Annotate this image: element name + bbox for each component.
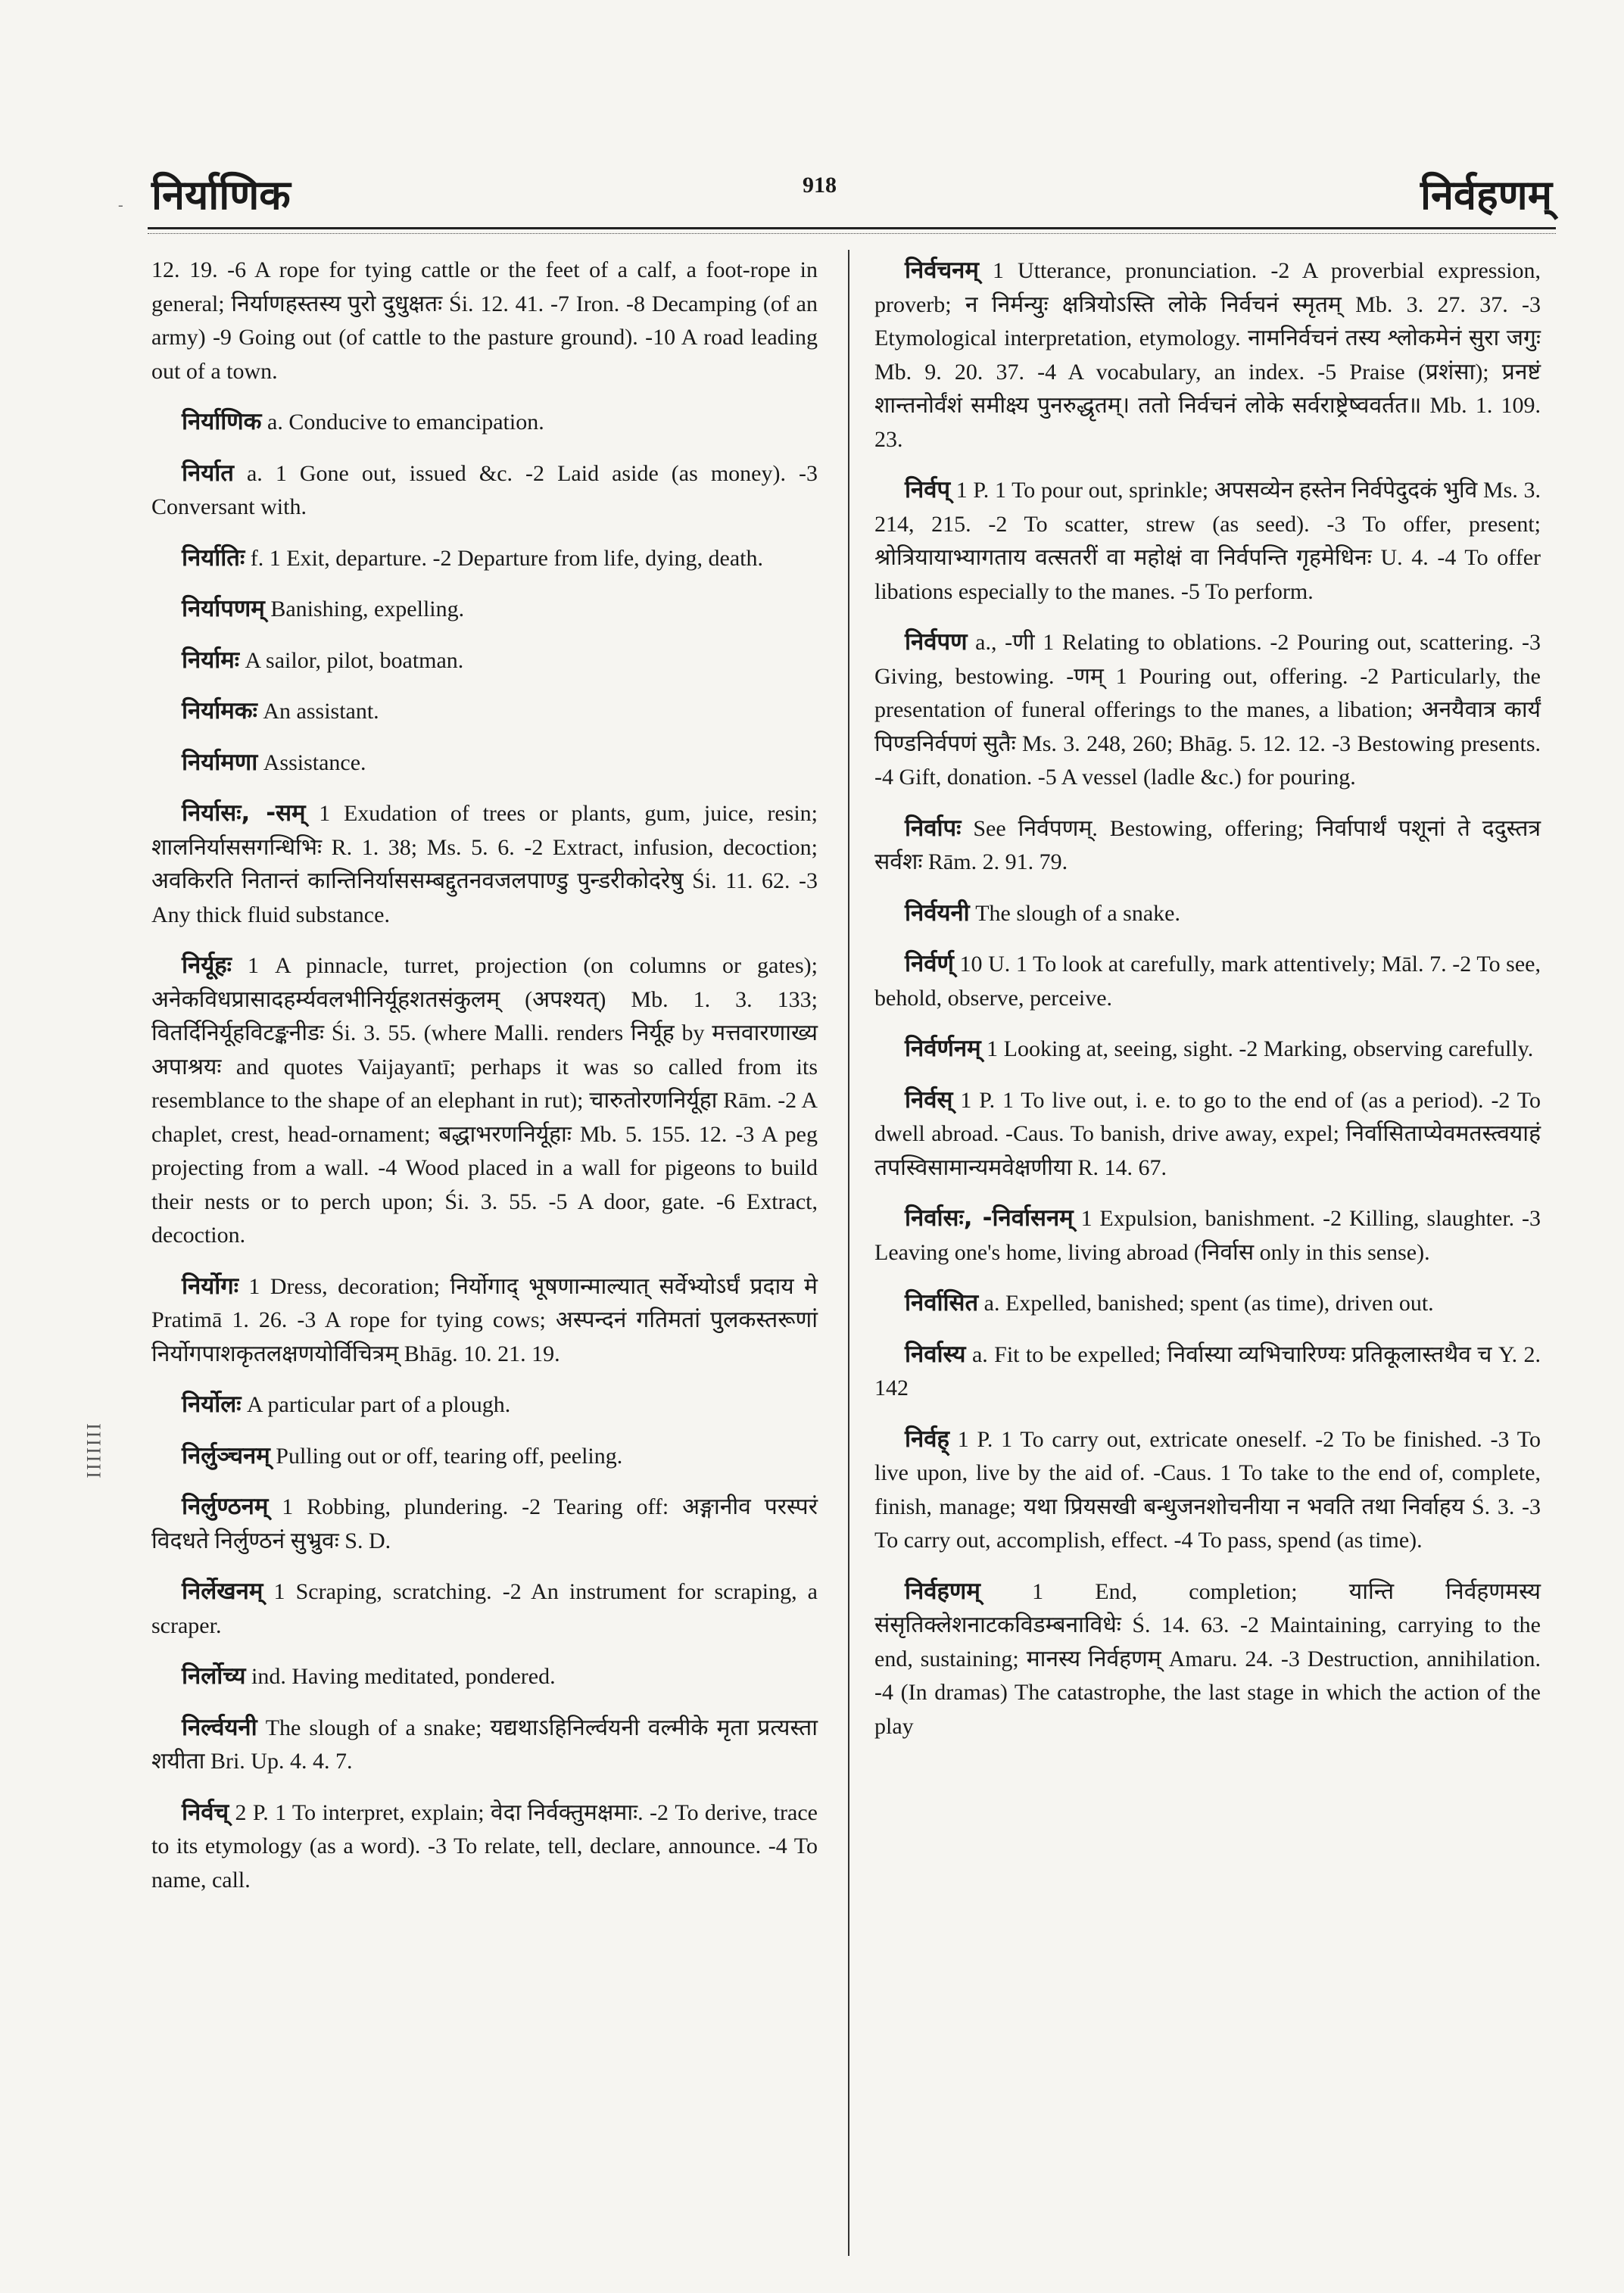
entry-definition: a. Fit to be expelled; निर्वास्या व्यभिचारिण्यः प्रतिकूलास्तथैव च Y. 2. 142	[874, 1341, 1541, 1400]
entry-headword: निर्यातिः	[182, 544, 245, 572]
dictionary-entry	[874, 254, 1541, 456]
entry-headword: निर्यामकः	[182, 697, 257, 724]
entry-definition: 10 U. 1 To look at carefully, mark attentively; Māl. 7. -2 To see, behold, observe, perceive.	[874, 952, 1541, 1011]
dictionary-entry	[151, 254, 818, 388]
dictionary-entry	[151, 405, 818, 440]
entry-definition: 1 Expulsion, banishment. -2 Killing, slaughter. -3 Leaving one's home, living abroad (निर्वास only in this sense).	[874, 1206, 1541, 1265]
entry-definition: 1 P. 1 To carry out, extricate oneself. -2 To be finished. -3 To live upon, live by the aid of. -Caus. 1 To take to the end of, complete, finish, manage; यथा प्रियसखी बन्धुजनशोचनीया न भवति तथा निर्वाहय Ś. 3. -3 To carry out, accomplish, effect. -4 To pass, spend (as time).	[874, 1426, 1541, 1553]
entry-headword: निर्वचनम्	[905, 257, 979, 284]
entry-headword: निर्यासः, -सम्	[182, 799, 306, 827]
entry-definition: 1 A pinnacle, turret, projection (on columns or gates); अनेकविधप्रासादहर्म्यवलभीनिर्यूहशतसंकुलम् (अपश्यत्) Mb. 1. 3. 133; वितर्दिनिर्यूहविटङ्कनीडः Śi. 3. 55. (where Malli. renders निर्यूह by मत्तवारणाख्य अपाश्रयः and quotes Vaijayantī; perhaps it was so called from its resemblance to the shape of an elephant in rut); चारुतोरणनिर्यूहा Rām. -2 A chaplet, crest, head-ornament; बद्धाभरणनिर्यूहाः Mb. 5. 155. 12. -3 A peg projecting from a wall. -4 Wood placed in a wall for pigeons to build their nests or to perch upon; Śi. 3. 55. -5 A door, gate. -6 Extract, decoction.	[151, 953, 818, 1248]
entry-headword: निर्योलः	[182, 1391, 242, 1418]
dictionary-entry	[151, 1796, 818, 1898]
dictionary-entry	[151, 694, 818, 729]
entry-headword: निर्वासित	[905, 1289, 979, 1316]
dictionary-entry	[874, 1286, 1541, 1321]
entry-headword: निर्यूहः	[182, 952, 232, 979]
entry-headword: निर्वापः	[905, 814, 962, 842]
dictionary-entry	[151, 1439, 818, 1474]
entry-definition: a., -णी 1 Relating to oblations. -2 Pouring out, scattering. -3 Giving, bestowing. -णम् 1 Pouring out, offering. -2 Particularly, the presentation of funeral offerings to the manes, a libation; अनयैवात्र कार्यं पिण्डनिर्वपणं सुतैः Ms. 3. 248, 260; Bhāg. 5. 12. 12. -3 Bestowing presents. -4 Gift, donation. -5 A vessel (ladle &c.) for pouring.	[874, 630, 1541, 790]
entry-definition: 1 Exudation of trees or plants, gum, juice, resin; शालनिर्याससगन्धिभिः R. 1. 38; Ms. 5. 6. -2 Extract, infusion, decoction; अवकिरति नितान्तं कान्तिनिर्याससम्बद्दुतनवजलपाण्डु पुन्डरीकोदरेषु Śi. 11. 62. -3 Any thick fluid substance.	[151, 801, 818, 927]
column-divider	[848, 250, 849, 2256]
entry-definition: 1 P. 1 To live out, i. e. to go to the end of (as a period). -2 To dwell abroad. -Caus. To banish, drive away, expel; निर्वासिताप्येवमतस्त्वयाहं तपस्विसामान्यमवेक्षणीया R. 14. 67.	[874, 1087, 1541, 1180]
entry-headword: निर्वह्	[905, 1425, 949, 1453]
entry-headword: निर्यामणा	[182, 748, 258, 776]
entry-headword: निर्वच्	[182, 1798, 229, 1826]
entry-headword: निर्ल्वयनी	[182, 1713, 257, 1741]
dictionary-entry	[874, 1338, 1541, 1406]
entry-definition: An assistant.	[263, 699, 379, 724]
entry-headword: निर्वस्	[905, 1086, 953, 1114]
dictionary-entry	[151, 643, 818, 678]
entry-definition: See निर्वपणम्. Bestowing, offering; निर्वापार्थं पशूनां ते ददुस्तत्र सर्वशः Rām. 2. 91. 79.	[874, 815, 1541, 874]
dictionary-entry	[151, 1575, 818, 1643]
page-number: 918	[803, 173, 837, 198]
entry-headword: निर्वर्ण्	[905, 950, 954, 977]
entry-headword: निर्वप्	[905, 476, 951, 503]
left-column	[151, 254, 818, 1914]
entry-headword: निर्यात	[182, 459, 234, 487]
entry-headword: निर्लुञ्चनम्	[182, 1441, 270, 1469]
page-header	[151, 165, 1552, 233]
dictionary-entry	[874, 896, 1541, 931]
dictionary-entry	[874, 812, 1541, 880]
dictionary-entry	[874, 1422, 1541, 1558]
entry-headword: निर्वर्णनम्	[905, 1035, 981, 1062]
dictionary-entry	[874, 947, 1541, 1015]
entry-definition: The slough of a snake.	[975, 900, 1180, 926]
entry-definition: Banishing, expelling.	[270, 597, 465, 622]
entry-definition: Pulling out or off, tearing off, peeling.	[276, 1443, 623, 1469]
entry-definition: 1 Robbing, plundering. -2 Tearing off: अङ्गानीव परस्परं विदधते निर्लुण्ठनं सुभ्रुवः S. D.	[151, 1494, 818, 1553]
entry-headword: निर्लेखनम्	[182, 1578, 263, 1605]
entry-headword: निर्याणिक	[182, 408, 262, 435]
entry-definition: ind. Having meditated, pondered.	[251, 1664, 556, 1689]
dictionary-entry	[151, 949, 818, 1253]
entry-headword: निर्योगः	[182, 1272, 238, 1300]
dictionary-entry	[874, 473, 1541, 609]
entry-definition: Assistance.	[263, 749, 366, 775]
entry-definition: 1 Scraping, scratching. -2 An instrument for scraping, a scraper.	[151, 1579, 818, 1638]
entry-headword: निर्लोच्य	[182, 1662, 246, 1690]
dictionary-entry	[874, 1575, 1541, 1744]
entry-definition: A sailor, pilot, boatman.	[245, 647, 464, 673]
dictionary-entry	[151, 541, 818, 576]
dictionary-entry	[151, 1659, 818, 1694]
right-running-headword: निर्वहणम्	[1420, 171, 1552, 219]
right-column	[874, 254, 1541, 1760]
entry-definition: a. Expelled, banished; spent (as time), driven out.	[983, 1291, 1434, 1316]
entry-definition: 1 Utterance, pronunciation. -2 A proverbial expression, proverb; न निर्मन्युः क्षत्रियोऽस्ति लोके निर्वचनं स्मृतम् Mb. 3. 27. 37. -3 Etymological interpretation, etymology. नामनिर्वचनं तस्य श्लोकमेनं सुरा जगुः Mb. 9. 20. 37. -4 A vocabulary, an index. -5 Praise (प्रशंसा); प्रनष्टं शान्तनोर्वंशं समीक्ष्य पुनरुद्धृतम्। ततो निर्वचनं लोके सर्वराष्ट्रेष्ववर्तत॥ Mb. 1. 109. 23.	[874, 258, 1541, 452]
entry-definition: The slough of a snake; यद्यथाऽहिनिर्ल्वयनी वल्मीके मृता प्रत्यस्ता शयीता Bri. Up. 4. 4. 7.	[151, 1715, 818, 1774]
entry-headword: निर्यापणम्	[182, 595, 265, 622]
entry-headword: निर्वयनी	[905, 899, 970, 927]
entry-headword: निर्वहणम्	[905, 1577, 980, 1605]
entry-headword: निर्यामः	[182, 646, 240, 674]
header-rule	[148, 227, 1556, 229]
dictionary-entry	[151, 1270, 818, 1372]
entry-definition: 1 Looking at, seeing, sight. -2 Marking, observing carefully.	[987, 1036, 1534, 1061]
margin-mark: IIIIIII	[83, 1423, 104, 1480]
entry-definition: 1 P. 1 To pour out, sprinkle; अपसव्येन हस्तेन निर्वपेदुदकं भुवि Ms. 3. 214, 215. -2 To scatter, strew (as seed). -3 To offer, present; श्रोत्रियायाभ्यागताय वत्सतरीं वा महोक्षं वा निर्वपन्ति गृहमेधिनः U. 4. -4 To offer libations especially to the manes. -5 To perform.	[874, 478, 1541, 604]
dictionary-entry	[874, 1201, 1541, 1270]
entry-definition: 2 P. 1 To interpret, explain; वेदा निर्वक्तुमक्षमाः. -2 To derive, trace to its etymology (as a word). -3 To relate, tell, declare, announce. -4 To name, call.	[151, 1799, 818, 1893]
entry-headword: निर्वास्य	[905, 1340, 966, 1368]
entry-definition: a. 1 Gone out, issued &c. -2 Laid aside (as money). -3 Conversant with.	[151, 460, 818, 519]
dictionary-entry	[151, 746, 818, 780]
dictionary-entry	[151, 1490, 818, 1558]
dictionary-entry	[874, 625, 1541, 795]
entry-definition: 1 End, completion; यान्ति निर्वहणमस्य संसृतिक्लेशनाटकविडम्बनाविधेः Ś. 14. 63. -2 Maintaining, carrying to the end, sustaining; मानस्य निर्वहणम् Amaru. 24. -3 Destruction, annihilation. -4 (In dramas) The catastrophe, the last stage in which the action of the play	[874, 1578, 1541, 1739]
left-running-headword: निर्याणिक	[151, 171, 291, 219]
dictionary-entry	[874, 1083, 1541, 1185]
entry-definition: A particular part of a plough.	[247, 1392, 511, 1417]
dictionary-entry	[151, 592, 818, 627]
header-rule-dotted	[148, 233, 1556, 234]
entry-headword: निर्वपण	[905, 628, 968, 656]
dictionary-entry	[151, 1711, 818, 1779]
corner-mark: -	[118, 197, 123, 213]
entry-headword: निर्लुण्ठनम्	[182, 1493, 269, 1520]
dictionary-entry	[151, 1388, 818, 1422]
entry-definition: 12. 19. -6 A rope for tying cattle or the feet of a calf, a foot-rope in general; निर्याणहस्तस्य पुरो दुधुक्षतः Śi. 12. 41. -7 Iron. -8 Decamping (of an army) -9 Going out (of cattle to the pasture ground). -10 A road leading out of a town.	[151, 257, 818, 384]
entry-definition: f. 1 Exit, departure. -2 Departure from life, dying, death.	[250, 545, 763, 571]
entry-definition: 1 Dress, decoration; निर्योगाद् भूषणान्माल्यात् सर्वेभ्योऽर्घं प्रदाय मे Pratimā 1. 26. -3 A rope for tying cows; अस्पन्दनं गतिमतां पुलकस्तरूणां निर्योगपाशकृतलक्षणयोर्विचित्रम् Bhāg. 10. 21. 19.	[151, 1273, 818, 1366]
dictionary-entry	[874, 1032, 1541, 1067]
entry-definition: a. Conducive to emancipation.	[267, 410, 544, 435]
dictionary-entry	[151, 796, 818, 932]
entry-headword: निर्वासः, -निर्वासनम्	[905, 1204, 1074, 1232]
dictionary-entry	[151, 456, 818, 525]
